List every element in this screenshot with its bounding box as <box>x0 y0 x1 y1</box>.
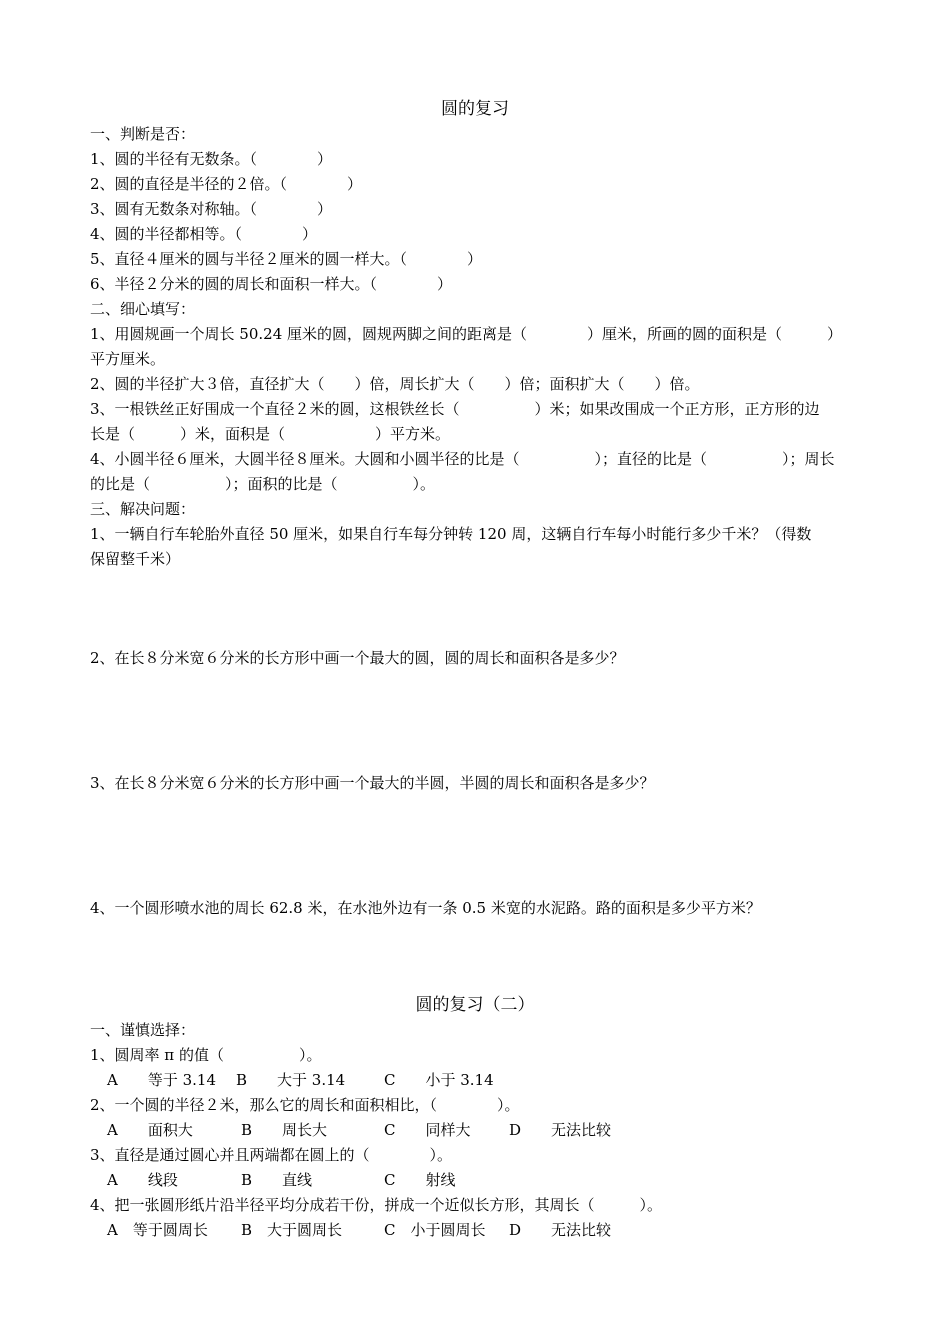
section-heading-judge: 一、判断是否： <box>90 125 196 143</box>
choice-3-option-b: B 直线 <box>241 1171 313 1189</box>
judge-item-2: 2、圆的直径是半径的２倍。（ ） <box>90 175 363 193</box>
fill-item-2: 2、圆的半径扩大３倍，直径扩大（ ）倍，周长扩大（ ）倍；面积扩大（ ）倍。 <box>90 375 700 393</box>
choice-2-option-d: D 无法比较 <box>509 1121 612 1139</box>
choice-4-option-d: D 无法比较 <box>509 1221 612 1239</box>
solve-item-3: 3、在长８分米宽６分米的长方形中画一个最大的半圆，半圆的周长和面积各是多少？ <box>90 774 655 792</box>
fill-item-1-line1: 1、用圆规画一个周长 50.24 厘米的圆，圆规两脚之间的距离是（ ）厘米，所画的圆的面积是（ ） <box>90 325 843 343</box>
section-heading-fill: 二、细心填写： <box>90 300 196 318</box>
section-heading-choice: 一、谨慎选择： <box>90 1021 196 1039</box>
choice-4-option-b: B 大于圆周长 <box>241 1221 343 1239</box>
fill-item-1-line2: 平方厘米。 <box>90 350 166 368</box>
solve-item-2: 2、在长８分米宽６分米的长方形中画一个最大的圆，圆的周长和面积各是多少？ <box>90 649 625 667</box>
choice-1-option-c: C 小于 3.14 <box>384 1071 494 1089</box>
judge-item-5: 5、直径４厘米的圆与半径２厘米的圆一样大。（ ） <box>90 250 483 268</box>
choice-question-2: 2、一个圆的半径２米，那么它的周长和面积相比，（ ）。 <box>90 1096 520 1114</box>
page-title: 圆的复习 <box>441 99 509 119</box>
choice-2-option-a: A 面积大 <box>107 1121 193 1139</box>
choice-3-option-a: A 线段 <box>107 1171 178 1189</box>
section-heading-solve: 三、解决问题： <box>90 500 196 518</box>
choice-question-3: 3、直径是通过圆心并且两端都在圆上的（ ）。 <box>90 1146 453 1164</box>
choice-2-option-c: C 同样大 <box>384 1121 471 1139</box>
judge-item-6: 6、半径２分米的圆的周长和面积一样大。（ ） <box>90 275 453 293</box>
choice-question-4: 4、把一张圆形纸片沿半径平均分成若干份，拼成一个近似长方形，其周长（ ）。 <box>90 1196 663 1214</box>
judge-item-3: 3、圆有无数条对称轴。（ ） <box>90 200 333 218</box>
choice-4-option-a: A 等于圆周长 <box>107 1221 208 1239</box>
page-subtitle: 圆的复习（二） <box>415 995 535 1015</box>
choice-4-option-c: C 小于圆周长 <box>384 1221 486 1239</box>
choice-2-option-b: B 周长大 <box>241 1121 328 1139</box>
judge-item-1: 1、圆的半径有无数条。（ ） <box>90 150 333 168</box>
solve-item-4: 4、一个圆形喷水池的周长 62.8 米，在水池外边有一条 0.5 米宽的水泥路。路的面积是多少平方米？ <box>90 899 761 917</box>
choice-3-option-c: C 射线 <box>384 1171 456 1189</box>
fill-item-3-line1: 3、一根铁丝正好围成一个直径２米的圆，这根铁丝长（ ）米；如果改围成一个正方形，正方形的边 <box>90 400 820 418</box>
fill-item-4-line2: 的比是（ ）；面积的比是（ ）。 <box>90 475 436 493</box>
choice-1-option-a: A 等于 3.14 <box>107 1071 216 1089</box>
choice-question-1: 1、圆周率 π 的值（ ）。 <box>90 1046 322 1064</box>
solve-item-1-line2: 保留整千米） <box>90 550 181 568</box>
choice-1-option-b: B 大于 3.14 <box>236 1071 346 1089</box>
solve-item-1-line1: 1、一辆自行车轮胎外直径 50 厘米，如果自行车每分钟转 120 周，这辆自行车每小时能行多少千米？（得数 <box>90 525 812 543</box>
judge-item-4: 4、圆的半径都相等。（ ） <box>90 225 318 243</box>
fill-item-4-line1: 4、小圆半径６厘米，大圆半径８厘米。大圆和小圆半径的比是（ ）；直径的比是（ ）；周长 <box>90 450 835 468</box>
fill-item-3-line2: 长是（ ）米，面积是（ ）平方米。 <box>90 425 451 443</box>
